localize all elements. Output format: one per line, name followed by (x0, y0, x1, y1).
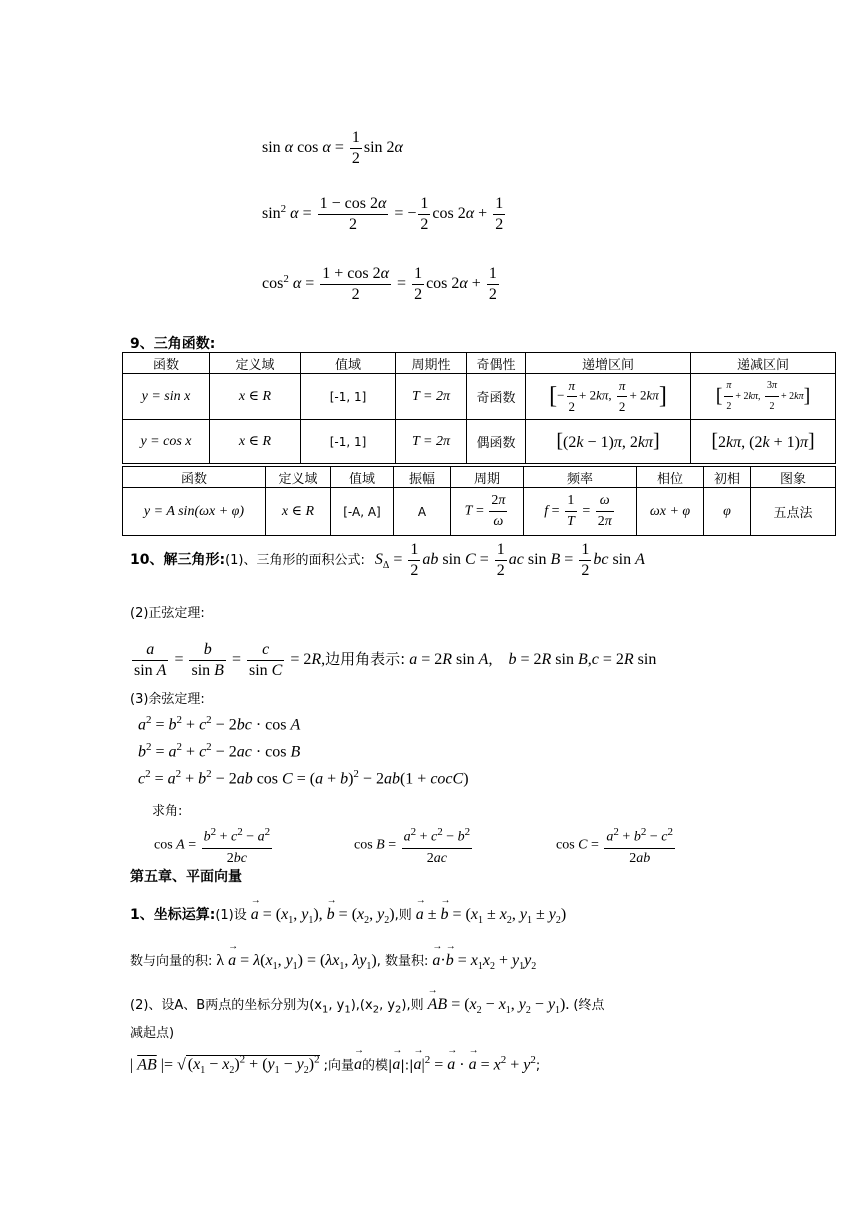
header-cell: 图象 (751, 467, 836, 488)
table-cell: φ (704, 488, 751, 536)
angle-formula-c: cos C = $\frac{a^2 + b^2 - c^2}{2ab}$ (556, 822, 677, 869)
cosine-law-title: (3)余弦定理: (130, 692, 205, 707)
header-cell: 值域 (301, 353, 396, 374)
header-cell: 奇偶性 (467, 353, 526, 374)
table-cell: T = 2π (396, 374, 467, 420)
table-cell: [-1, 1] (301, 374, 396, 420)
section-10-title: 10、解三角形: (130, 552, 226, 569)
table-cell: y = A sin(ωx + φ) (123, 488, 266, 536)
header-cell: 定义域 (210, 353, 301, 374)
table-cell: 偶函数 (467, 420, 526, 464)
table-cell: [(2k − 1)π, 2kπ] (526, 420, 691, 464)
header-cell: 周期 (451, 467, 524, 488)
angle-title: 求角: (152, 804, 183, 819)
scalar-product: 数与向量的积: $\lambda \to a = \lambda(x_1$, $y_1) = (\lambda x_1$, $\lambda y_1$), 数量积: → $a\cdot\to b = x_1x_2 + y_1y_2$ (130, 950, 536, 972)
header-cell: 函数 (123, 467, 266, 488)
vector-modulus: | $\overline{AB}$ |= √ $(x_1 - x_2)^2 + (y_1 - y_2)^2$ ;向量→ a的模|→ a|:|→ $a|^2$ = → a · → $a = x^2 + y^2$; (130, 1054, 540, 1077)
header-cell: 振幅 (394, 467, 451, 488)
table-cell: 五点法 (751, 488, 836, 536)
table-cell: [− $\frac{\pi}{2}$ + 2kπ, $\frac{\pi}{2}$ + 2kπ] (526, 374, 691, 420)
coord-title: 1、坐标运算: (130, 907, 216, 923)
table-cell: y = cos x (123, 420, 210, 464)
table-cell: y = sin x (123, 374, 210, 420)
trig-table-basic (122, 352, 836, 464)
identity-cos-squared: $\cos^2 \alpha$ = $\frac{1 + \cos 2\alpha}{2}$ = $\frac{1}{2}$ cos 2α + $\frac{1}{2}$ (262, 265, 497, 303)
table-cell: 奇函数 (467, 374, 526, 420)
table-cell: T = $\frac{2\pi}{\omega}$ (451, 488, 524, 536)
header-cell: 函数 (123, 353, 210, 374)
coord-operation: 1、坐标运算:(1)设 → $a = (x_1$, $y_1$), → $b = (x_2$, $y_2$),则 → a ± → $b = (x_1 \pm x_2$, $y_1 \pm y_2$) (130, 904, 566, 926)
table-cell: x ∈ R (210, 374, 301, 420)
header-cell: 定义域 (266, 467, 331, 488)
table-cell: ωx + φ (637, 488, 704, 536)
identity-sin-cos: sin α cos α = $\frac{1}{2}$ sin 2α (262, 129, 403, 167)
table-cell: f = $\frac{1}{T}$ = $\frac{\omega}{2\pi}$ (524, 488, 637, 536)
header-cell: 递减区间 (691, 353, 836, 374)
ab-vector-line2: 减起点) (130, 1026, 175, 1041)
header-cell: 初相 (704, 467, 751, 488)
table-cell: A (394, 488, 451, 536)
cosine-law-1: $a^2 = b^2 + c^2 - 2bc \cdot \cos A$ (138, 714, 301, 734)
table-cell: [-A, A] (331, 488, 394, 536)
chapter-5-title: 第五章、平面向量 (130, 869, 242, 885)
table-cell: x ∈ R (210, 420, 301, 464)
identity-sin-squared: $\sin^2 \alpha$ = $\frac{1 - \cos 2\alpha}{2}$ = − $\frac{1}{2}$ cos 2α + $\frac{1}{2}$ (262, 195, 504, 233)
trig-table-sinusoid (122, 466, 836, 536)
header-cell: 周期性 (396, 353, 467, 374)
angle-formula-a: cos A = $\frac{b^2 + c^2 - a^2}{2bc}$ (154, 822, 274, 869)
header-cell: 递增区间 (526, 353, 691, 374)
table-cell: [2kπ, (2k + 1)π] (691, 420, 836, 464)
ab-vector-line1: (2)、设A、B两点的坐标分别为($x_1$, $y_1),(x_2$, $y_2$),则 → AB = ($x_2 - x_1$, $y_2 - y_1$). (终点 (130, 994, 604, 1016)
section-10-area: 10、解三角形:(1)、三角形的面积公式: $S_\Delta$ = $\frac{1}{2}$ ab sin C = $\frac{1}{2}$ ac sin B = $\frac{1}{2}$ bc sin A (130, 541, 645, 579)
cosine-law-3: $c^2 = a^2 + b^2 - 2ab$ $\cos C = (a + b)^2 - 2ab(1$ + cocC) (138, 768, 469, 788)
sine-law-title: (2)正弦定理: (130, 606, 205, 621)
table-cell: x ∈ R (266, 488, 331, 536)
header-cell: 频率 (524, 467, 637, 488)
header-cell: 值域 (331, 467, 394, 488)
table-cell: T = 2π (396, 420, 467, 464)
area-intro: (1)、三角形的面积公式: (225, 553, 365, 569)
table-cell: [-1, 1] (301, 420, 396, 464)
table-cell: [ $\frac{\pi}{2}$ + 2kπ, $\frac{3\pi}{2}$ + 2kπ] (691, 374, 836, 420)
cosine-law-2: $b^2 = a^2 + c^2 - 2ac \cdot \cos B$ (138, 741, 301, 761)
sine-law-formula: $\frac{a}{\text{sin A}}$ = $\frac{b}{\text{sin B}}$ = $\frac{c}{\text{sin C}}$ = 2R,边用角表示: a = 2R sin A, b = 2R sin B,c = 2R sin (134, 641, 657, 679)
header-cell: 相位 (637, 467, 704, 488)
angle-formula-b: cos B = $\frac{a^2 + c^2 - b^2}{2ac}$ (354, 822, 474, 869)
section-9-title: 9、三角函数: (130, 336, 216, 352)
